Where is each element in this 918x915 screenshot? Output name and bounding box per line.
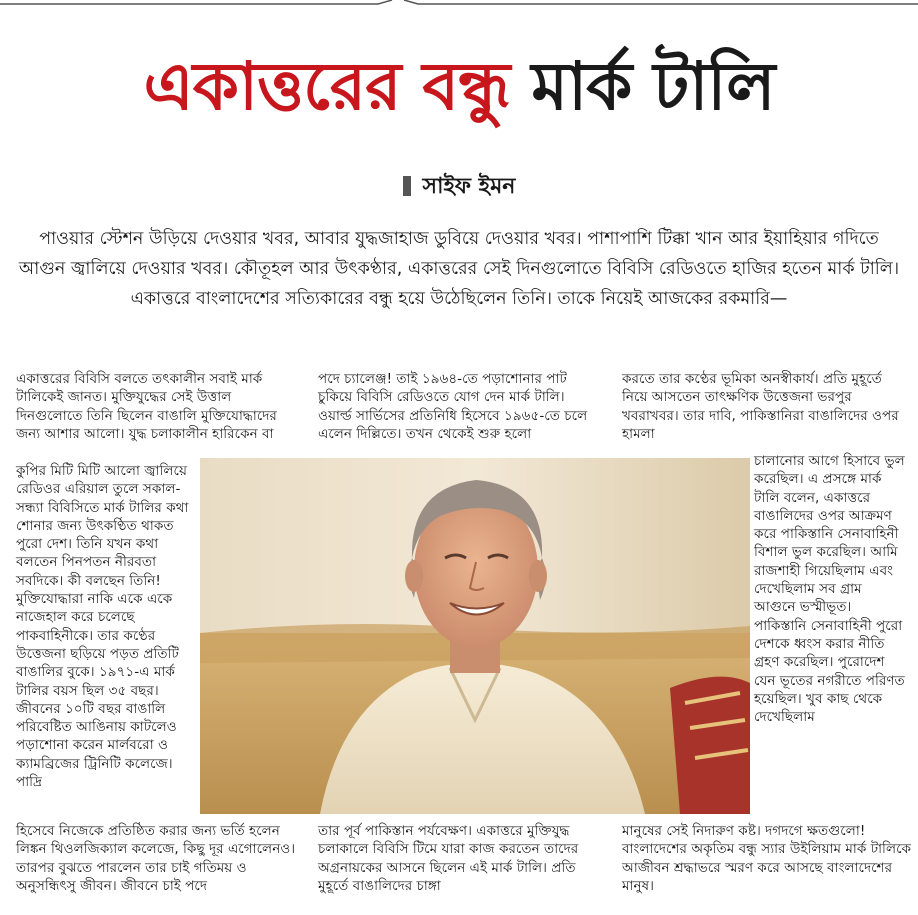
portrait-photo: [200, 458, 750, 814]
column-right-narrow: [754, 452, 906, 726]
author-name: সাইফ ইমন: [422, 174, 516, 199]
column-left-narrow: [16, 462, 200, 791]
text-block: চালানোর আগে হিসাবে ভুল করেছিল। এ প্রসঙ্গে মার্ক টালি বলেন, একাত্তরে বাঙালিদের ওপর আক্রমণ করে পাকিস্তানি সেনাবাহিনী বিশাল ভুল করেছিল। আমি রাজশাহী গিয়েছিলাম এবং দেখেছিলাম সব গ্রাম আগুনে ভস্মীভূত। পাকিস্তানি সেনাবাহিনী পুরো দেশকে ধ্বংস করার নীতি গ্রহণ করেছিল। পুরোদেশ যেন ভূতের নগরীতে পরিণত হয়েছিল। খুব কাছ থেকে দেখেছিলাম: [754, 453, 905, 726]
headline-red: একাত্তরের বন্ধু: [143, 48, 510, 125]
column-left-top: [16, 370, 288, 443]
column-right-top: [622, 370, 904, 443]
text-block: মানুষের সেই নিদারুণ কষ্ট। দগদগে ক্ষতগুলো! বাংলাদেশের অকৃতিম বন্ধু স্যার উইলিয়াম মার্ক টালিকে আজীবন শ্রদ্ধাভরে স্মরণ করে আসছে বাংলাদেশের মানুষ।: [622, 823, 912, 894]
headline-black: মার্ক টালি: [531, 48, 775, 125]
headline: [0, 32, 918, 142]
text-block: কুপির মিটি মিটি আলো জ্বালিয়ে রেডিওর এরিয়াল তুলে সকাল-সন্ধ্যা বিবিসিতে মার্ক টালির কথা শোনার জন্য উৎকণ্ঠিত থাকত পুরো দেশ। তিনি যখন কথা বলতেন পিনপতন নীরবতা সবদিকে। কী বলছেন তিনি! মুক্তিযোদ্ধারা নাকি একে একে নাজেহাল করে চলেছে পাকবাহিনীকে। তার কণ্ঠের উত্তেজনা ছড়িয়ে পড়ত প্রতিটি বাঙালির বুকে। ১৯৭১-এ মার্ক টালির বয়স ছিল ৩৫ বছর। জীবনের ১০টি বছর বাঙালি পরিবেষ্টিত আঙিনায় কাটলেও পড়াশোনা করেন মার্লবরো ও ক্যামব্রিজের ট্রিনিটি কলেজে। পাদ্রি: [16, 463, 189, 791]
column-right-bottom: [622, 822, 912, 895]
text-block: একাত্তরের বিবিসি বলতে তৎকালীন সবাই মার্ক টালিকেই জানত। মুক্তিযুদ্ধের সেই উত্তাল দিনগুলোতে তিনি ছিলেন বাঙালি মুক্তিযোদ্ধাদের জন্য আশার আলো। যুদ্ধ চলাকালীন হারিকেন বা: [16, 371, 277, 442]
column-left-bottom: [16, 822, 306, 895]
byline-bar: [403, 176, 411, 196]
text-block: করতে তার কণ্ঠের ভূমিকা অনস্বীকার্য। প্রতি মুহূর্তে নিয়ে আসতেন তাৎক্ষণিক উত্তেজনা ভরপুর খবরাখবর। তার দাবি, পাকিস্তানিরা বাঙালিদের ওপর হামলা: [622, 371, 899, 442]
top-frame-decoration: [0, 0, 918, 12]
text-block: পদে চ্যালেঞ্জ! তাই ১৯৬৪-তে পড়াশোনার পাট চুকিয়ে বিবিসি রেডিওতে যোগ দেন মার্ক টালি। ওয়ার্ল্ড সার্ভিসের প্রতিনিধি হিসেবে ১৯৬৫-তে চলে এলেন দিল্লিতে। তখন থেকেই শুরু হলো: [318, 371, 588, 442]
text-block: তার পূর্ব পাকিস্তান পর্যবেক্ষণ। একাত্তরে মুক্তিযুদ্ধ চলাকালে বিবিসি টিমে যারা কাজ করতেন তাদের অগ্রনায়কের আসনে ছিলেন এই মার্ক টালি। প্রতি মুহূর্তে বাঙালিদের চাঙ্গা: [318, 823, 579, 894]
text-block: হিসেবে নিজেকে প্রতিষ্ঠিত করার জন্য ভর্তি হলেন লিঙ্কন থিওলজিক্যাল কলেজে, কিছু দূর এগোলেনও। তারপর বুঝতে পারলেন তার চাই গতিময় ও অনুসন্ধিৎসু জীবন। জীবনে চাই পদে: [16, 823, 296, 894]
byline: [0, 172, 918, 202]
column-middle-top: [318, 370, 598, 443]
column-middle-bottom: [318, 822, 608, 895]
intro-paragraph: পাওয়ার স্টেশন উড়িয়ে দেওয়ার খবর, আবার যুদ্ধজাহাজ ডুবিয়ে দেওয়ার খবর। পাশাপাশি টিক্কা খান আর ইয়াহিয়ার গদিতে আগুন জ্বালিয়ে দেওয়ার খবর। কৌতূহল আর উৎকণ্ঠার, একাত্তরের সেই দিনগুলোতে বিবিসি রেডিওতে হাজির হতেন মার্ক টালি। একাত্তরে বাংলাদেশের সত্যিকারের বন্ধু হয়ে উঠেছিলেন তিনি। তাকে নিয়েই আজকের রকমারি—: [18, 229, 900, 309]
